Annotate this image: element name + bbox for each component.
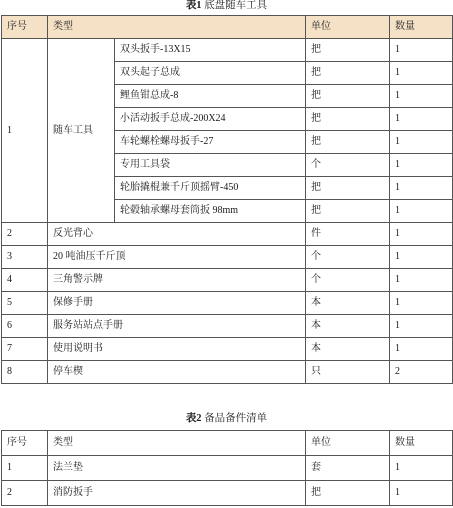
seq-cell: 1 (2, 456, 48, 481)
unit-cell: 件 (306, 223, 390, 246)
tool-qty-cell: 1 (390, 62, 453, 85)
tool-qty-cell: 1 (390, 200, 453, 223)
qty-cell: 1 (390, 315, 453, 338)
table-row (2, 361, 453, 384)
table1-header-row (2, 16, 453, 39)
table1-header-seq: 序号 (2, 16, 48, 39)
qty-cell: 1 (390, 481, 453, 506)
seq-cell: 6 (2, 315, 48, 338)
table1-header-unit: 单位 (306, 16, 390, 39)
chassis-tools-table (1, 15, 453, 384)
table-row (2, 315, 453, 338)
qty-cell: 1 (390, 246, 453, 269)
table2-header-row (2, 431, 453, 456)
tool-qty-cell: 1 (390, 177, 453, 200)
table2-header-seq: 序号 (2, 431, 48, 456)
seq-cell: 2 (2, 481, 48, 506)
unit-cell: 把 (306, 481, 390, 506)
tool-unit-cell: 个 (306, 154, 390, 177)
qty-cell: 2 (390, 361, 453, 384)
qty-cell: 1 (390, 223, 453, 246)
qty-cell: 1 (390, 456, 453, 481)
tool-unit-cell: 把 (306, 177, 390, 200)
unit-cell: 本 (306, 315, 390, 338)
tool-unit-cell: 把 (306, 39, 390, 62)
unit-cell: 本 (306, 292, 390, 315)
type-cell: 保修手册 (48, 292, 306, 315)
table2-header-unit: 单位 (306, 431, 390, 456)
type-cell: 使用说明书 (48, 338, 306, 361)
type-cell: 三角警示牌 (48, 269, 306, 292)
qty-cell: 1 (390, 292, 453, 315)
tool-name-cell: 小活动扳手总成-200X24 (115, 108, 306, 131)
seq-cell: 7 (2, 338, 48, 361)
seq-cell: 2 (2, 223, 48, 246)
tool-name-cell: 轮毂轴承螺母套筒扳 98mm (115, 200, 306, 223)
table2-header-qty: 数量 (390, 431, 453, 456)
unit-cell: 只 (306, 361, 390, 384)
tool-unit-cell: 把 (306, 85, 390, 108)
unit-cell: 本 (306, 338, 390, 361)
tool-qty-cell: 1 (390, 154, 453, 177)
table-row (2, 456, 453, 481)
spare-parts-table (1, 430, 453, 506)
tool-qty-cell: 1 (390, 108, 453, 131)
table2-header-type: 类型 (48, 431, 306, 456)
tool-name-cell: 鲤鱼钳总成-8 (115, 85, 306, 108)
type-cell: 消防扳手 (48, 481, 306, 506)
table-row (2, 292, 453, 315)
table2-caption-number: 表2 (185, 413, 202, 424)
seq-cell: 5 (2, 292, 48, 315)
tool-unit-cell: 把 (306, 108, 390, 131)
table-row (2, 39, 453, 62)
tool-name-cell: 双头扳手-13X15 (115, 39, 306, 62)
table-row (2, 338, 453, 361)
type-cell: 停车楔 (48, 361, 306, 384)
group-seq-cell: 1 (2, 39, 48, 223)
qty-cell: 1 (390, 269, 453, 292)
table1-header-qty: 数量 (390, 16, 453, 39)
unit-cell: 个 (306, 246, 390, 269)
table-row (2, 246, 453, 269)
unit-cell: 套 (306, 456, 390, 481)
seq-cell: 8 (2, 361, 48, 384)
table-row (2, 269, 453, 292)
table1-caption-number: 表1 (185, 0, 202, 11)
seq-cell: 3 (2, 246, 48, 269)
type-cell: 20 吨油压千斤顶 (48, 246, 306, 269)
table1-caption-text: 底盘随车工具 (204, 0, 268, 11)
tool-unit-cell: 把 (306, 62, 390, 85)
type-cell: 法兰垫 (48, 456, 306, 481)
tool-name-cell: 轮胎撬棍兼千斤顶摇臂-450 (115, 177, 306, 200)
tool-name-cell: 车轮螺栓螺母扳手-27 (115, 131, 306, 154)
tool-qty-cell: 1 (390, 39, 453, 62)
table1-caption (0, 0, 453, 12)
table-row (2, 481, 453, 506)
type-cell: 服务站站点手册 (48, 315, 306, 338)
unit-cell: 个 (306, 269, 390, 292)
qty-cell: 1 (390, 338, 453, 361)
type-cell: 反光背心 (48, 223, 306, 246)
tool-unit-cell: 把 (306, 131, 390, 154)
tool-name-cell: 专用工具袋 (115, 154, 306, 177)
tool-qty-cell: 1 (390, 85, 453, 108)
tool-unit-cell: 把 (306, 200, 390, 223)
tool-name-cell: 双头起子总成 (115, 62, 306, 85)
table2-caption (0, 413, 453, 425)
table2-caption-text: 备品备件清单 (204, 413, 268, 424)
table-row (2, 223, 453, 246)
tool-qty-cell: 1 (390, 131, 453, 154)
table1-header-type: 类型 (48, 16, 306, 39)
group-type-cell: 随车工具 (48, 39, 115, 223)
seq-cell: 4 (2, 269, 48, 292)
